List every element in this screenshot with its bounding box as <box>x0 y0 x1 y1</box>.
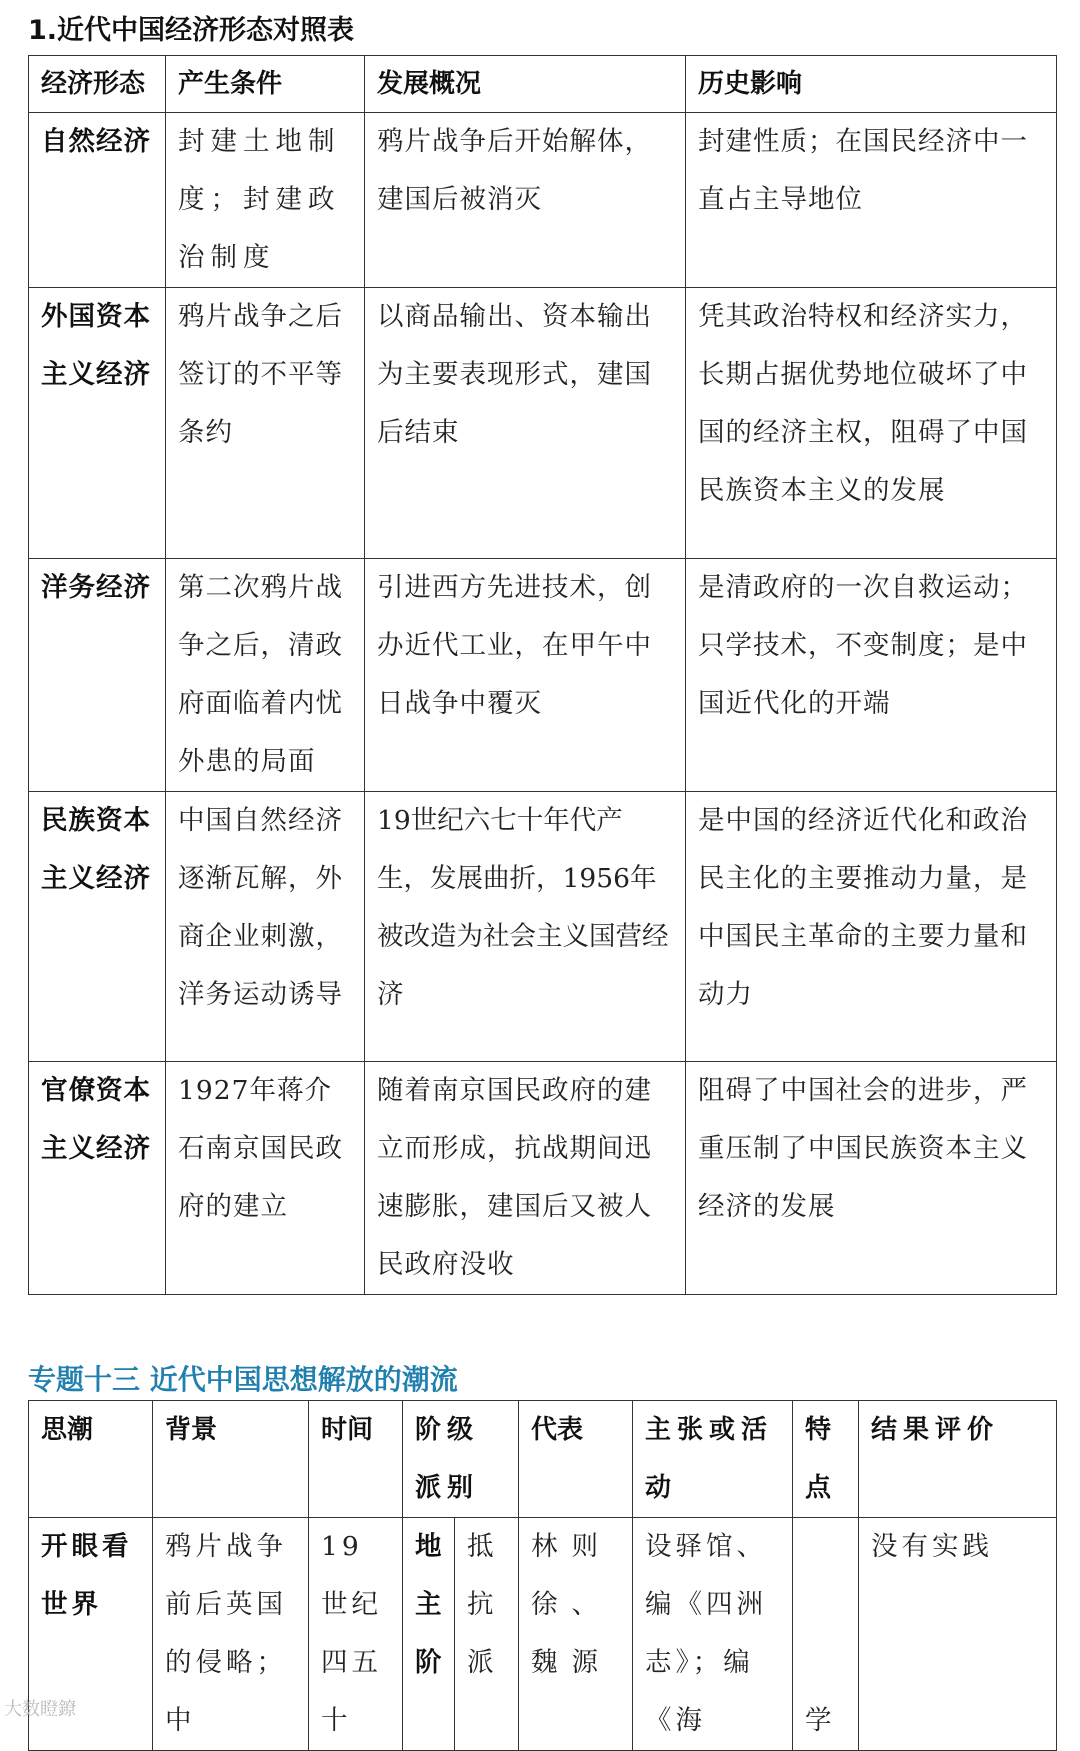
row-form: 官僚资本主义经济 <box>29 1062 166 1295</box>
row-development: 引进西方先进技术，创办近代工业，在甲午中日战争中覆灭 <box>365 559 686 792</box>
table-header-row <box>29 1401 1057 1518</box>
table-row <box>29 792 1057 1062</box>
row-condition: 鸦片战争之后签订的不平等条约 <box>166 288 365 559</box>
row-form: 自然经济 <box>29 113 166 288</box>
table-row <box>29 559 1057 792</box>
row-impact: 封建性质；在国民经济中一直占主导地位 <box>686 113 1057 288</box>
watermark: 大数瞪鐐 <box>4 1699 76 1720</box>
row-feature-text: 学 <box>805 1705 836 1736</box>
header-class: 阶级派别 <box>403 1401 519 1518</box>
row-impact: 是清政府的一次自救运动；只学技术，不变制度；是中国近代化的开端 <box>686 559 1057 792</box>
row-development: 鸦片战争后开始解体，建国后被消灭 <box>365 113 686 288</box>
row-trend: 开眼看世界 <box>29 1518 153 1751</box>
row-background: 鸦片战争前后英国的侵略；中 <box>153 1518 309 1751</box>
header-representative: 代表 <box>519 1401 633 1518</box>
row-condition: 封建土地制度；封建政治制度 <box>166 113 365 288</box>
header-form: 经济形态 <box>29 56 166 113</box>
row-development: 随着南京国民政府的建立而形成，抗战期间迅速膨胀，建国后又被人民政府没收 <box>365 1062 686 1295</box>
row-impact: 是中国的经济近代化和政治民主化的主要推动力量，是中国民主革命的主要力量和动力 <box>686 792 1057 1062</box>
row-form: 外国资本主义经济 <box>29 288 166 559</box>
row-form: 民族资本主义经济 <box>29 792 166 1062</box>
row-feature <box>793 1518 859 1751</box>
section-title: 专题十三 近代中国思想解放的潮流 <box>28 1363 458 1396</box>
header-impact: 历史影响 <box>686 56 1057 113</box>
row-form: 洋务经济 <box>29 559 166 792</box>
thought-trends-table <box>28 1400 1057 1751</box>
economy-forms-table <box>28 55 1057 1295</box>
header-feature: 特点 <box>793 1401 859 1518</box>
row-time: 19世纪四五十 <box>309 1518 403 1751</box>
row-faction: 抵抗派 <box>455 1518 519 1751</box>
row-condition: 1927年蒋介石南京国民政府的建立 <box>166 1062 365 1295</box>
row-impact: 凭其政治特权和经济实力，长期占据优势地位破坏了中国的经济主权，阻碍了中国民族资本主义的发展 <box>686 288 1057 559</box>
row-development: 以商品输出、资本输出为主要表现形式，建国后结束 <box>365 288 686 559</box>
header-condition: 产生条件 <box>166 56 365 113</box>
header-trend: 思潮 <box>29 1401 153 1518</box>
row-impact: 阻碍了中国社会的进步，严重压制了中国民族资本主义经济的发展 <box>686 1062 1057 1295</box>
header-result: 结果评价 <box>859 1401 1057 1518</box>
table-row <box>29 113 1057 288</box>
table-header-row <box>29 56 1057 113</box>
table1-title: 1.近代中国经济形态对照表 <box>28 15 355 46</box>
row-representative: 林则徐、魏源 <box>519 1518 633 1751</box>
table-row <box>29 288 1057 559</box>
row-class: 地主阶 <box>403 1518 455 1751</box>
table-row <box>29 1062 1057 1295</box>
header-time: 时间 <box>309 1401 403 1518</box>
row-condition: 第二次鸦片战争之后，清政府面临着内忧外患的局面 <box>166 559 365 792</box>
header-background: 背景 <box>153 1401 309 1518</box>
row-result: 没有实践 <box>859 1518 1057 1751</box>
header-activity: 主张或活动 <box>633 1401 793 1518</box>
table-row <box>29 1518 1057 1751</box>
row-condition: 中国自然经济逐渐瓦解，外商企业刺激，洋务运动诱导 <box>166 792 365 1062</box>
header-development: 发展概况 <box>365 56 686 113</box>
row-development: 19世纪六七十年代产生，发展曲折，1956年被改造为社会主义国营经济 <box>365 792 686 1062</box>
row-activity: 设驿馆、编《四洲志》；编《海 <box>633 1518 793 1751</box>
